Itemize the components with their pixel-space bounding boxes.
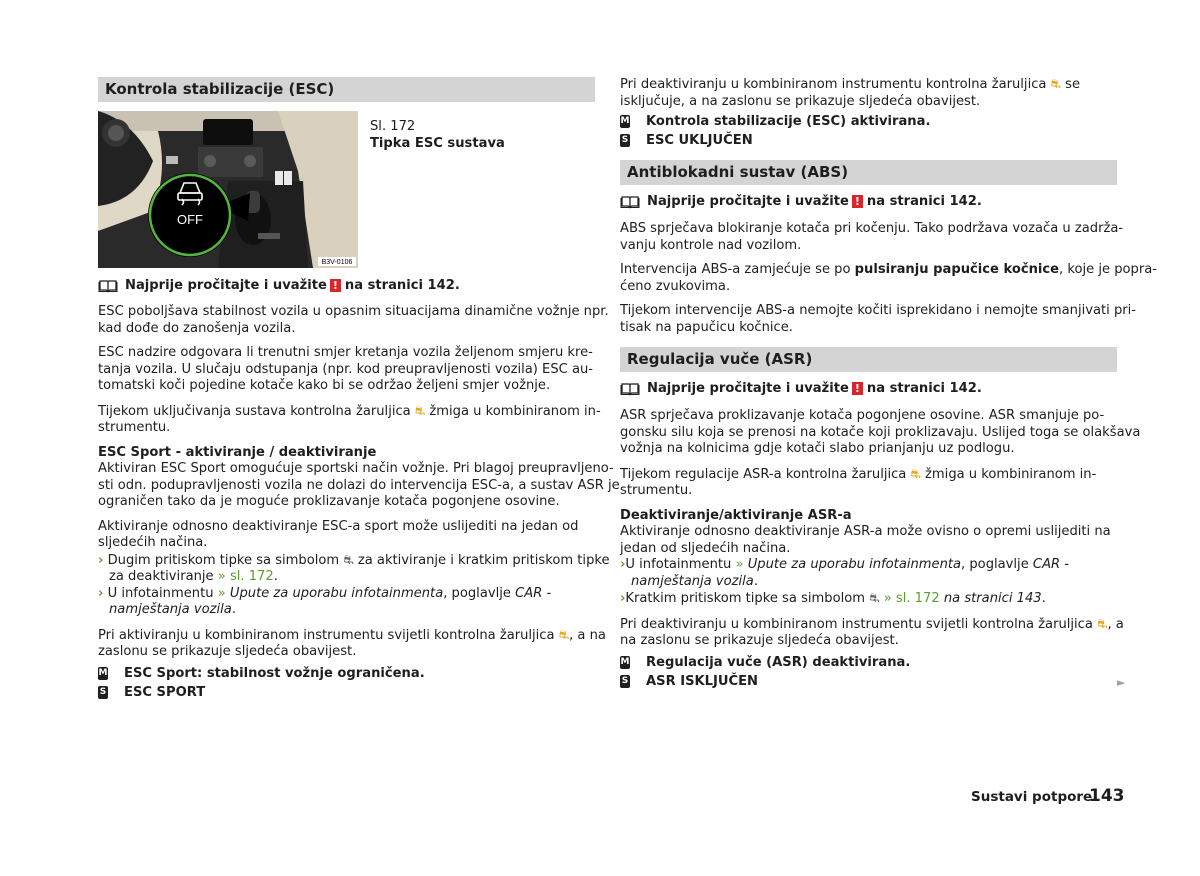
read-first-page: na stranici 142. bbox=[344, 278, 460, 293]
car-interior-illustration bbox=[98, 111, 358, 268]
text-line: strumentu. bbox=[620, 483, 693, 498]
esc-paragraph-3 bbox=[98, 403, 601, 437]
text-line: isključuje, a na zaslonu se prikazuje sljedeća obavijest. bbox=[620, 93, 981, 109]
text-span: . bbox=[753, 573, 758, 589]
text-line: sti odn. podupravljenosti vozila ne dolazi do intervencija ESC-a, a sustav ASR je bbox=[98, 477, 620, 493]
text-line: na zaslonu se prikazuje sljedeća obavijest. bbox=[620, 633, 899, 648]
text-span: se bbox=[1065, 77, 1081, 92]
text-line: Aktiviranje odnosno deaktiviranje ESC-a sport može uslijediti na jedan od bbox=[98, 518, 579, 534]
figure-172 bbox=[98, 111, 595, 268]
display-message-text: ASR ISKLJUČEN bbox=[646, 673, 759, 689]
text-line: strumentu. bbox=[98, 420, 171, 435]
text-line: ABS sprječava blokiranje kotača pri kočenju. Tako podržava vozača u zadrža- bbox=[620, 221, 1124, 236]
read-first-note bbox=[620, 381, 1117, 396]
text-line: jedan od sljedećih načina. bbox=[620, 540, 791, 556]
bullet-continuation bbox=[98, 602, 595, 619]
display-message-text: Kontrola stabilizacije (ESC) aktivirana. bbox=[646, 114, 931, 129]
text-span: Tijekom uključivanja sustava kontrolna žaruljica bbox=[98, 403, 411, 419]
display-message-text: ESC UKLJUČEN bbox=[646, 133, 753, 148]
text-span: za aktiviranje i kratkim pritiskom tipke bbox=[357, 552, 610, 568]
text-span: pulsiranju papučice kočnice bbox=[854, 262, 1060, 277]
text-line: ograničen tako da je moguće proklizavanje kotača pogonjene osovine. bbox=[98, 494, 560, 509]
text-line: ESC poboljšava stabilnost vozila u opasnim situacijama dinamične vožnje npr. bbox=[98, 304, 609, 319]
text-line: tisak na papučicu kočnice. bbox=[620, 319, 793, 335]
text-span: , poglavlje bbox=[443, 585, 511, 601]
bullet-item bbox=[98, 552, 610, 570]
mode-key-icon: M bbox=[98, 667, 108, 678]
bullet-continuation bbox=[98, 569, 595, 586]
text-line: ESC nadzire odgovara li trenutni smjer kretanja vozila željenom smjeru kre- bbox=[98, 345, 593, 360]
read-first-text: Najprije pročitajte i uvažite bbox=[647, 194, 849, 209]
display-message-row bbox=[620, 672, 1117, 691]
read-first-note bbox=[98, 278, 595, 293]
text-span: namještanja vozila bbox=[631, 573, 754, 589]
text-line: Aktiviranje odnosno deaktiviranje ASR-a može ovisno o opremi uslijediti na bbox=[620, 524, 1111, 539]
asr-paragraph-1 bbox=[620, 408, 1141, 458]
figure-title: Tipka ESC sustava bbox=[370, 135, 505, 151]
text-span: , koje je popra- bbox=[1059, 262, 1157, 277]
esc-paragraph-5 bbox=[98, 518, 610, 619]
text-span: Upute za uporabu infotainmenta bbox=[747, 557, 962, 572]
figure-number: Sl. 172 bbox=[370, 119, 416, 134]
text-line: vanju kontrole nad vozilom. bbox=[620, 237, 802, 253]
left-column bbox=[98, 77, 620, 702]
abs-paragraph-3 bbox=[620, 303, 1137, 336]
asr-paragraph-2 bbox=[620, 466, 1117, 500]
book-icon bbox=[620, 195, 640, 209]
warning-icon: ! bbox=[852, 195, 863, 208]
esc-lamp-icon: ⛐ bbox=[1050, 77, 1061, 91]
mode-key-icon: S bbox=[621, 675, 629, 686]
text-span: Intervencija ABS-a zamjećuje se po bbox=[620, 262, 851, 277]
read-first-page: na stranici 142. bbox=[866, 381, 982, 396]
bullet-item bbox=[620, 557, 1117, 574]
text-span: žmiga u kombiniranom in- bbox=[429, 403, 601, 419]
bullet-item bbox=[98, 586, 595, 603]
book-icon bbox=[620, 382, 640, 396]
esc-off-symbol-icon: ⛐ bbox=[869, 591, 880, 605]
text-span: , a bbox=[1107, 616, 1124, 632]
bullet-arrow-icon: › bbox=[620, 591, 626, 606]
section-heading-esc: Kontrola stabilizacije (ESC) bbox=[98, 77, 595, 102]
asr-toggle-block bbox=[620, 508, 1117, 608]
esc-button-photo bbox=[98, 111, 358, 268]
text-line: ćeno zvukovima. bbox=[620, 278, 731, 294]
text-span: . bbox=[1041, 591, 1046, 606]
esc-sport-block bbox=[98, 444, 620, 511]
bullet-arrow-icon: › bbox=[620, 557, 626, 572]
read-first-note bbox=[620, 194, 1117, 209]
bullet-item bbox=[620, 590, 1117, 608]
mode-key-icon: M bbox=[620, 116, 630, 126]
display-messages-asr bbox=[620, 653, 1117, 691]
text-span: Kratkim pritiskom tipke sa simbolom bbox=[625, 591, 866, 606]
text-span: U infotainmentu bbox=[625, 557, 732, 572]
esc-deactivation-paragraph bbox=[620, 76, 1117, 110]
read-first-text: Najprije pročitajte i uvažite bbox=[647, 381, 849, 396]
text-line: ASR sprječava proklizavanje kotača pogonjene osovine. ASR smanjuje po- bbox=[620, 408, 1105, 423]
esc-paragraph-6 bbox=[98, 627, 606, 661]
text-span: . bbox=[231, 602, 236, 617]
text-span: . bbox=[273, 569, 278, 584]
display-message-row bbox=[98, 683, 595, 702]
display-message-text: ESC SPORT bbox=[124, 684, 206, 700]
text-line: Aktiviran ESC Sport omogućuje sportski način vožnje. Pri blagoj preupravljeno- bbox=[98, 461, 614, 476]
display-message-row bbox=[620, 131, 1117, 150]
text-span: Pri deaktiviranju u kombiniranom instrumentu svijetli kontrolna žaruljica bbox=[620, 616, 1093, 632]
warning-icon: ! bbox=[330, 279, 341, 292]
display-message-row bbox=[620, 112, 1117, 131]
bullet-continuation bbox=[620, 574, 1117, 591]
text-span: za deaktiviranje bbox=[109, 569, 214, 584]
right-column bbox=[620, 76, 1157, 691]
text-span: namještanja vozila bbox=[109, 602, 232, 617]
text-span: žmiga u kombiniranom in- bbox=[925, 466, 1097, 482]
text-span: Upute za uporabu infotainmenta bbox=[229, 585, 444, 601]
read-first-text: Najprije pročitajte i uvažite bbox=[125, 278, 327, 293]
abs-paragraph-1 bbox=[620, 221, 1124, 254]
text-span: Pri deaktiviranju u kombiniranom instrumentu kontrolna žaruljica bbox=[620, 77, 1047, 92]
continue-arrow-icon: ► bbox=[1117, 676, 1126, 689]
asr-lamp-icon: ⛐ bbox=[910, 466, 921, 481]
image-code: B3V-0106 bbox=[321, 259, 353, 266]
mode-key-icon: S bbox=[99, 686, 107, 697]
display-message-text: Regulacija vuče (ASR) deaktivirana. bbox=[646, 654, 911, 670]
manual-ref-link[interactable]: » bbox=[217, 585, 226, 601]
text-span: Pri aktiviranju u kombiniranom instrumentu svijetli kontrolna žaruljica bbox=[98, 627, 555, 643]
esc-off-label: OFF bbox=[177, 212, 203, 227]
bullet-arrow-icon: › bbox=[98, 552, 104, 568]
text-line: Tijekom intervencije ABS-a nemojte kočiti isprekidano i nemojte smanjivati pri- bbox=[620, 303, 1137, 318]
display-messages-esc-sport bbox=[98, 664, 595, 702]
text-span: U infotainmentu bbox=[107, 585, 214, 601]
esc-sport-symbol-icon: ⛐ bbox=[343, 552, 354, 567]
figure-caption bbox=[370, 111, 505, 268]
manual-ref-link[interactable]: » bbox=[735, 557, 744, 572]
text-line: tomatski koči pojedine kotače kako bi se održao željeni smjer vožnje. bbox=[98, 378, 551, 393]
display-messages-esc bbox=[620, 112, 1117, 150]
text-line: tanja vozila. U slučaju odstupanja (npr. kod preupravljenosti vozila) ESC au- bbox=[98, 361, 593, 377]
esc-paragraph-2 bbox=[98, 345, 595, 395]
warning-icon: ! bbox=[852, 382, 863, 395]
asr-lamp-icon: ⛐ bbox=[1097, 616, 1108, 631]
text-span: Dugim pritiskom tipke sa simbolom bbox=[107, 552, 340, 568]
text-span: CAR - bbox=[515, 585, 552, 601]
esc-sport-heading: ESC Sport - aktiviranje / deaktiviranje bbox=[98, 444, 377, 460]
text-line: sljedećih načina. bbox=[98, 535, 208, 550]
text-line: kad dođe do zanošenja vozila. bbox=[98, 320, 296, 336]
section-heading-abs: Antiblokadni sustav (ABS) bbox=[620, 160, 1117, 185]
section-heading-asr: Regulacija vuče (ASR) bbox=[620, 347, 1117, 372]
text-span: CAR - bbox=[1032, 557, 1070, 572]
footer-section-title: Sustavi potpore bbox=[971, 789, 1093, 805]
display-message-row bbox=[620, 653, 1117, 672]
text-line: vožnja na kolnicima gdje kotači slabo prianjanju uz podlogu. bbox=[620, 441, 1015, 456]
display-message-row bbox=[98, 664, 595, 683]
text-span: Tijekom regulacije ASR-a kontrolna žaruljica bbox=[620, 466, 907, 482]
display-message-text: ESC Sport: stabilnost vožnje ograničena. bbox=[124, 665, 425, 681]
book-icon bbox=[98, 279, 118, 293]
text-line: zaslonu se prikazuje sljedeća obavijest. bbox=[98, 644, 357, 659]
text-span: na stranici 143 bbox=[943, 591, 1042, 606]
asr-toggle-heading: Deaktiviranje/aktiviranje ASR-a bbox=[620, 507, 852, 523]
bullet-arrow-icon: › bbox=[98, 585, 104, 601]
text-span: , poglavlje bbox=[961, 557, 1029, 572]
mode-key-icon: S bbox=[621, 135, 629, 145]
esc-paragraph-1 bbox=[98, 304, 609, 337]
mode-key-icon: M bbox=[620, 656, 630, 667]
esc-lamp-icon: ⛐ bbox=[414, 403, 426, 418]
read-first-page: na stranici 142. bbox=[866, 194, 982, 209]
abs-paragraph-2 bbox=[620, 262, 1157, 295]
page-number: 143 bbox=[1089, 786, 1125, 806]
figure-ref-link[interactable]: » sl. 172 bbox=[217, 569, 274, 584]
asr-paragraph-4 bbox=[620, 616, 1124, 650]
text-line: gonsku silu koja se prenosi na kotače koji proklizavaju. Uslijed toga se olakšava bbox=[620, 424, 1141, 440]
esc-sport-lamp-icon: ⛐ bbox=[558, 627, 570, 642]
figure-ref-link[interactable]: » sl. 172 bbox=[883, 591, 940, 606]
text-span: , a na bbox=[569, 627, 606, 643]
